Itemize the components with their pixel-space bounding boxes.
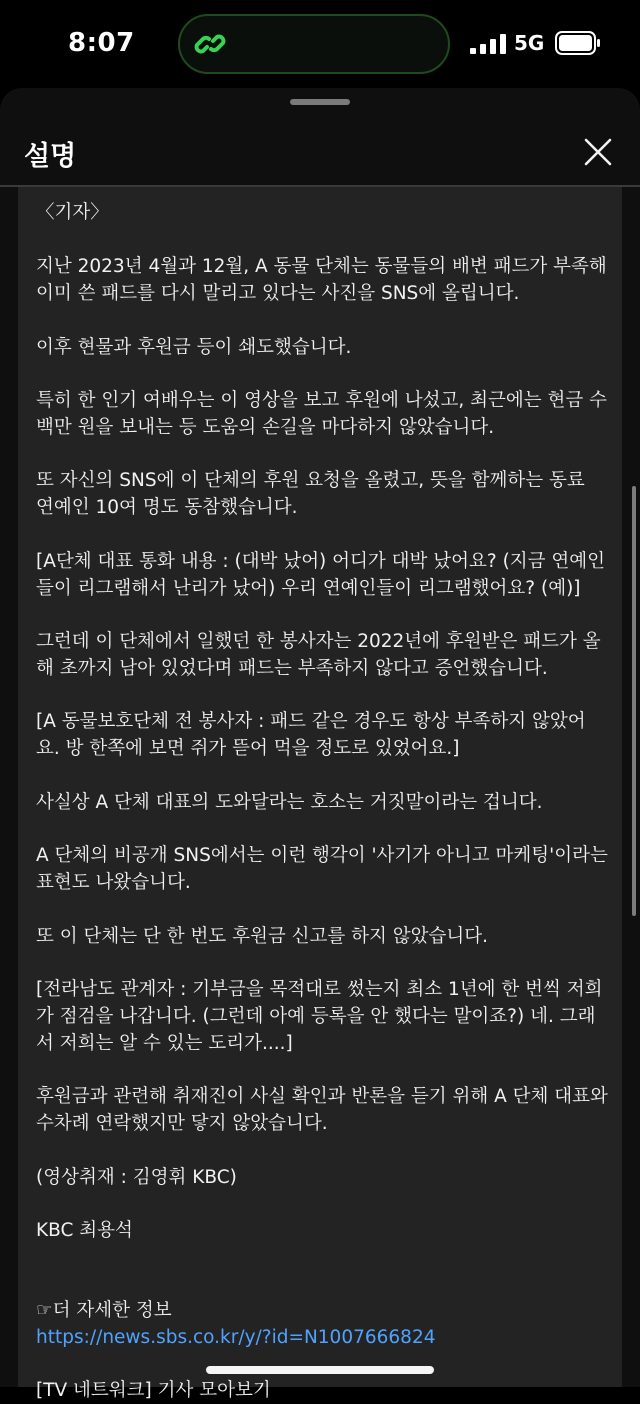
article-paragraph: A 단체의 비공개 SNS에서는 이런 행각이 '사기가 아니고 마케팅'이라는 표현도 나왔습니다.	[36, 845, 608, 893]
article-paragraph: [전라남도 관계자 : 기부금을 목적대로 썼는지 최소 1년에 한 번씩 저희가 점검을 나갑니다. (그런데 아예 등록을 안 했다는 말이죠?) 네. 그래서 저희는 알 수 있는 도리가....]	[36, 979, 603, 1054]
network-type: 5G	[514, 31, 545, 55]
article-paragraph: KBC 최용석	[36, 1220, 133, 1241]
sheet-title: 설명	[24, 141, 77, 172]
description-sheet	[0, 88, 640, 1401]
close-icon[interactable]	[580, 134, 616, 170]
sheet-grabber[interactable]	[290, 99, 350, 105]
sheet-header	[0, 118, 640, 186]
more-info-link[interactable]: https://news.sbs.co.kr/y/?id=N1007666824	[36, 1327, 436, 1348]
article-paragraph: 또 자신의 SNS에 이 단체의 후원 요청을 올렸고, 뜻을 함께하는 동료 연예인 10여 명도 동참했습니다.	[36, 470, 585, 518]
article-paragraph: 〈기자〉	[36, 202, 109, 223]
description-body[interactable]	[18, 187, 622, 1401]
more-info-label: ☞더 자세한 정보	[36, 1300, 172, 1321]
article-paragraph: [A 동물보호단체 전 봉사자 : 패드 같은 경우도 항상 부족하지 않았어요. 방 한쪽에 보면 쥐가 뜯어 먹을 정도로 있었어요.]	[36, 711, 586, 759]
status-time: 8:07	[68, 28, 135, 58]
signal-icon	[470, 34, 506, 54]
article-paragraph: 또 이 단체는 단 한 번도 후원금 신고를 하지 않았습니다.	[36, 926, 488, 947]
article-paragraph: 후원금과 관련해 취재진이 사실 확인과 반론을 듣기 위해 A 단체 대표와 수차례 연락했지만 닿지 않았습니다.	[36, 1086, 608, 1134]
article-footer[interactable]: [TV 네트워크] 기사 모아보기	[36, 1380, 271, 1401]
status-bar	[0, 0, 640, 88]
scrollbar[interactable]	[632, 486, 636, 916]
article-paragraph: [A단체 대표 통화 내용 : (대박 났어) 어디가 대박 났어요? (지금 연예인들이 리그램해서 난리가 났어) 우리 연예인들이 리그램했어요? (예)]	[36, 551, 606, 599]
article-paragraph: 지난 2023년 4월과 12월, A 동물 단체는 동물들의 배변 패드가 부족해 이미 쓴 패드를 다시 말리고 있다는 사진을 SNS에 올립니다.	[36, 256, 607, 304]
battery-icon	[555, 31, 601, 55]
article-paragraph: 특히 한 인기 여배우는 이 영상을 보고 후원에 나섰고, 최근에는 현금 수백만 원을 보내는 등 도움의 손길을 마다하지 않았습니다.	[36, 390, 607, 438]
link-icon	[194, 28, 226, 60]
article-paragraph: 이후 현물과 후원금 등이 쇄도했습니다.	[36, 337, 352, 358]
home-indicator[interactable]	[206, 1366, 434, 1374]
dynamic-island[interactable]	[178, 14, 450, 74]
article-paragraph: (영상취재 : 김영휘 KBC)	[36, 1167, 237, 1188]
article-paragraph: 사실상 A 단체 대표의 도와달라는 호소는 거짓말이라는 겁니다.	[36, 792, 543, 813]
article-paragraph: 그런데 이 단체에서 일했던 한 봉사자는 2022년에 후원받은 패드가 올해 초까지 남아 있었다며 패드는 부족하지 않다고 증언했습니다.	[36, 631, 601, 679]
